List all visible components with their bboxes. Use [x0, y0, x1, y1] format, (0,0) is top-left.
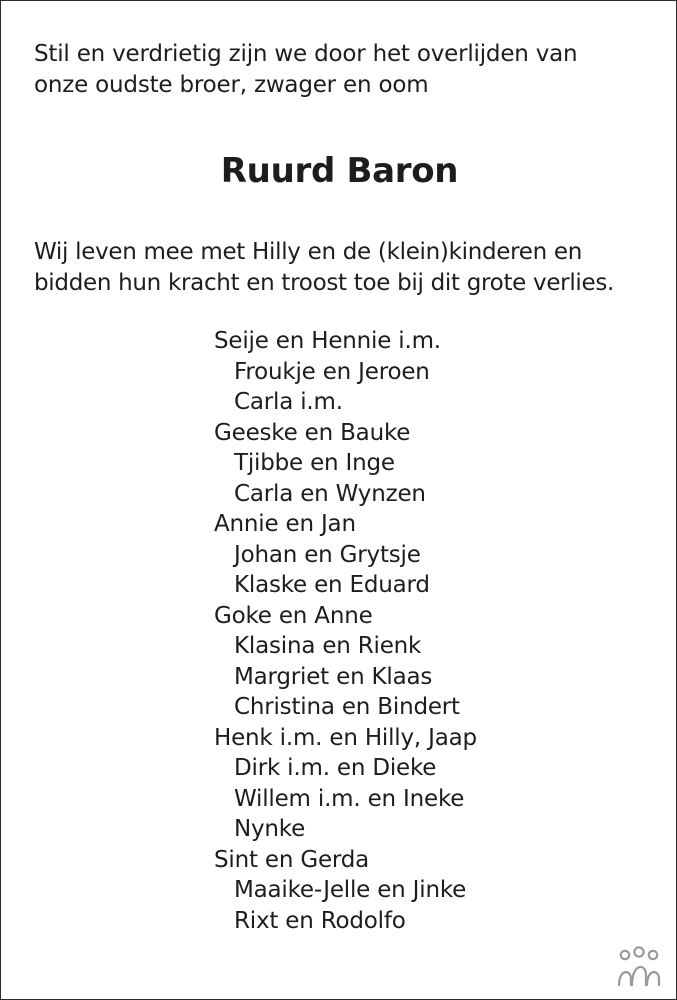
family-member: Klasina en Rienk [234, 633, 422, 659]
intro-line: Stil en verdrietig zijn we door het overlijden van [34, 41, 578, 67]
family-member: Maaike-Jelle en Jinke [234, 877, 467, 903]
family-list [214, 326, 477, 936]
condolence-text [34, 237, 614, 299]
family-member: Seije en Hennie i.m. [214, 328, 441, 354]
family-member: Annie en Jan [214, 511, 356, 537]
family-member: Willem i.m. en Ineke [234, 785, 465, 812]
family-member: Rixt en Rodolfo [234, 907, 406, 934]
condolence-line: Wij leven mee met Hilly en de (klein)kinderen en [34, 239, 583, 265]
family-member: Goke en Anne [214, 602, 373, 629]
family-member: Carla i.m. [234, 389, 343, 415]
family-member: Carla en Wynzen [234, 480, 426, 507]
family-member: Johan en Grytsje [234, 541, 421, 568]
family-member: Margriet en Klaas [234, 663, 433, 690]
family-member: Geeske en Bauke [214, 419, 411, 446]
family-member: Christina en Bindert [234, 694, 460, 720]
family-member: Sint en Gerda [214, 846, 370, 873]
family-member: Nynke [234, 816, 306, 842]
family-member: Froukje en Jeroen [234, 358, 430, 385]
family-member: Henk i.m. en Hilly, Jaap [214, 724, 477, 751]
condolence-line: bidden hun kracht en troost toe bij dit grote verlies. [34, 270, 615, 296]
family-member: Klaske en Eduard [234, 572, 430, 598]
intro-line: onze oudste broer, zwager en oom [34, 72, 429, 98]
family-member: Dirk i.m. en Dieke [234, 755, 437, 781]
intro-text [34, 39, 577, 101]
deceased-name: Ruurd Baron [220, 151, 459, 191]
family-member: Tjibbe en Inge [234, 450, 395, 476]
group-of-people-icon [614, 945, 664, 987]
